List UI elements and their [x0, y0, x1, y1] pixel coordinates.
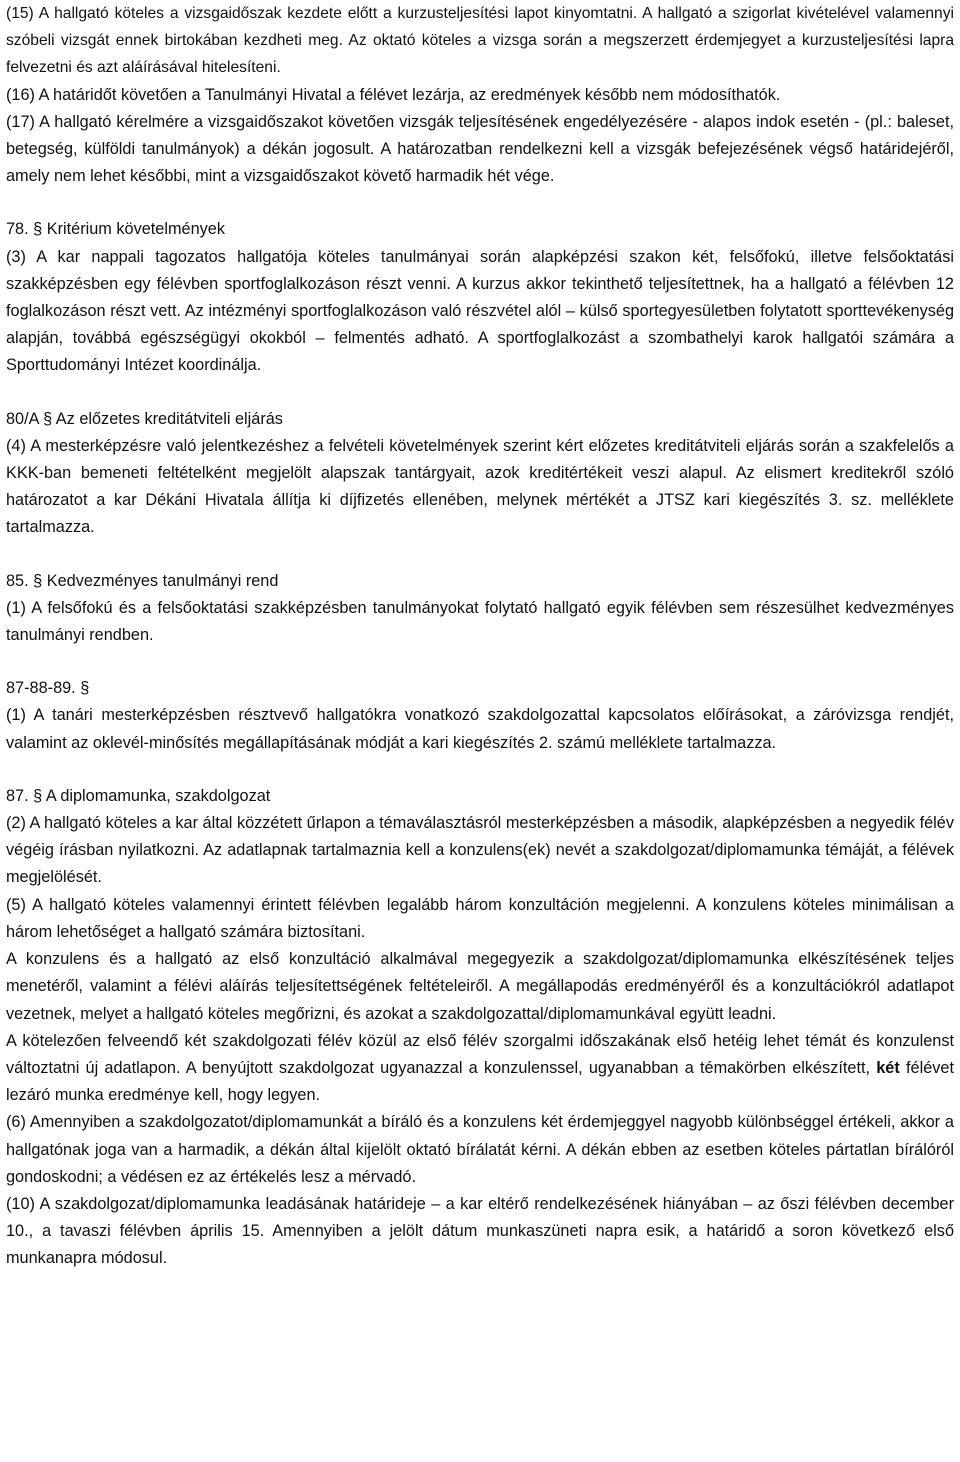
section-80a-title: 80/A § Az előzetes kreditátviteli eljárás — [6, 409, 283, 428]
section-87-paragraph-10: (10) A szakdolgozat/diplomamunka leadásának határideje – a kar eltérő rendelkezésének hiányában – az őszi félévben december 10., a tavaszi félévben április 15. Amennyiben a jelölt dátum munkaszüneti napra esik, a határidő a soron következő első munkanapra módosul. — [6, 1194, 954, 1268]
section-87-paragraph-2: (2) A hallgató köteles a kar által közzétett űrlapon a témaválasztásról mesterképzésben a második, alapképzésben a negyedik félév végéig írásban nyilatkozni. Az adatlapnak tartalmaznia kell a konzulens(ek) nevét a szakdolgozat/diplomamunka témáját, a félévek megjelölését. — [6, 814, 954, 887]
section-87-paragraph-5: (5) A hallgató köteles valamennyi érintett félévben legalább három konzultáción megjelenni. A konzulens köteles minimálisan a három lehetőséget a hallgató számára biztosítani. — [6, 895, 954, 941]
section-87-89-paragraph-1: (1) A tanári mesterképzésben résztvevő hallgatókra vonatkozó szakdolgozattal kapcsolatos előírásokat, a záróvizsga rendjét, valamint az oklevél-minősítés megállapításának módját a kari kiegészítés 2. számú melléklete tartalmazza. — [6, 706, 954, 752]
emphasis-two: két — [876, 1058, 900, 1077]
section-87-title: 87. § A diplomamunka, szakdolgozat — [6, 786, 271, 805]
section-85-title: 85. § Kedvezményes tanulmányi rend — [6, 571, 279, 590]
section-85-paragraph-1: (1) A felsőfokú és a felsőoktatási szakképzésben tanulmányokat folytató hallgató egyik félévben sem részesülhet kedvezményes tanulmányi rendben. — [6, 598, 954, 645]
paragraph-15: (15) A hallgató köteles a vizsgaidőszak kezdete előtt a kurzusteljesítési lapot kinyomtatni. A hallgató a szigorlat kivételével valamennyi szóbeli vizsgát ennek birtokában kezdheti meg. Az oktató köteles a vizsga során a megszerzett érdemjegyet a kurzusteljesítési lapra felvezetni és azt aláírásával hitelesíteni. — [6, 5, 954, 77]
section-87-paragraph-6: (6) Amennyiben a szakdolgozatot/diplomamunkát a bíráló és a konzulens két érdemjeggyel nagyobb különbséggel értékeli, akkor a hallgatónak joga van a harmadik, a dékán által kijelölt oktató bírálatát kérni. A dékán ebben az esetben köteles pártatlan bírálóról gondoskodni; a védésen ez az értékelés lesz a mérvadó. — [6, 1113, 954, 1186]
section-gap — [6, 649, 954, 675]
topic-change-text-start: A kötelezően felveendő két szakdolgozati félév közül az első félév szorgalmi időszakának első hetéig lehet témát és konzulenst változtatni új adatlapon. A benyújtott szakdolgozat ugyanazzal a konzulenssel, ugyanabban a témakörben elkészített, — [6, 1031, 954, 1077]
topic-change-text-end: félévet lezáró munka eredménye kell, hogy legyen. — [6, 1058, 954, 1105]
paragraph-16: (16) A határidőt követően a Tanulmányi Hivatal a félévet lezárja, az eredmények később nem módosíthatók. — [6, 85, 781, 104]
section-80a-paragraph-4: (4) A mesterképzésre való jelentkezéshez a felvételi követelmények szerint kért előzetes kreditátviteli eljárás során a szakfelelős a KKK-ban bemeneti feltételként megjelölt alapszak tantárgyait, azok kreditértékeit veszi alapul. Az elismert kreditekről szóló határozatot a kar Dékáni Hivatala állítja ki díjfizetés ellenében, melynek mértékét a JTSZ kari kiegészítés 3. sz. melléklete tartalmazza. — [6, 436, 954, 537]
section-87-paragraph-5-agreement: A konzulens és a hallgató az első konzultáció alkalmával megegyezik a szakdolgozat/diplomamunka elkészítésének teljes menetéről, valamint a félévi aláírás teljesítettségének feltételeiről. A megállapodás eredményéről és a konzultációkról adatlapot vezetnek, melyet a hallgató köteles megőrizni, és azokat a szakdolgozattal/diplomamunkával együtt leadni. — [6, 950, 954, 1023]
section-78-title: 78. § Kritérium követelmények — [6, 220, 225, 239]
section-78-paragraph-3: (3) A kar nappali tagozatos hallgatója köteles tanulmányai során alapképzési szakon két, felsőfokú, illetve felsőoktatási szakképzésben egy félévben sportfoglalkozáson részt venni. A kurzus akkor tekinthető teljesítettnek, ha a hallgató a félévben 12 foglalkozáson részt vett. Az intézményi sportfoglalkozáson való részvétel alól – külső sportegyesületben folytatott sporttevékenység alapján, továbbá egészségügyi okokból – felmentés adható. A sportfoglalkozást a szombathelyi karok hallgatói számára a Sporttudományi Intézet koordinálja. — [6, 247, 954, 375]
section-gap — [6, 757, 954, 783]
section-gap — [6, 542, 954, 568]
section-87-89-title: 87-88-89. § — [6, 679, 90, 698]
section-gap — [6, 190, 954, 216]
section-87-paragraph-5-topic-change — [6, 1028, 954, 1110]
section-gap — [6, 380, 954, 406]
paragraph-17: (17) A hallgató kérelmére a vizsgaidőszakot követően vizsgák teljesítésének engedélyezésére - alapos indok esetén - (pl.: baleset, betegség, külföldi tanulmányok) a dékán jogosult. A határozatban rendelkezni kell a vizsgák befejezésének végső határidejéről, amely nem lehet későbbi, mint a vizsgaidőszakot követő harmadik hét vége. — [6, 112, 954, 186]
